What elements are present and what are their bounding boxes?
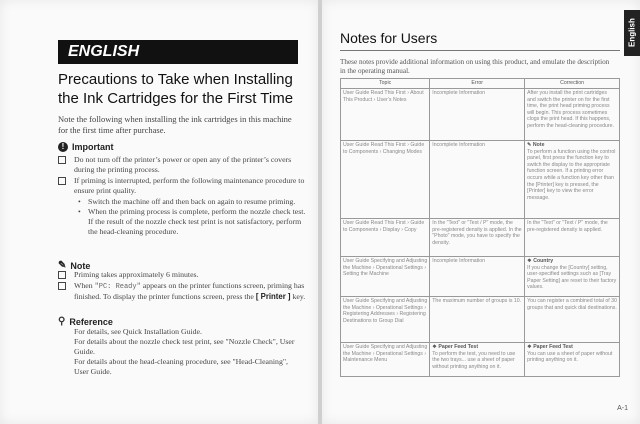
important-icon: !: [58, 142, 68, 152]
correction-cell: After you install the print cartridges and switch the printer on for the first time, the print head priming process will begin. This process sometimes clogs the print head. If this happens, perform the head-cleaning procedure.: [525, 89, 620, 141]
table-row: [341, 257, 620, 297]
list-item: [58, 270, 306, 280]
correction-cell: You can register a combined total of 30 groups that and quick dial destinations.: [525, 297, 620, 343]
reference-heading-label: Reference: [69, 316, 113, 327]
note-item-2-end: key.: [290, 292, 306, 301]
language-side-tab: English: [624, 10, 640, 56]
topic-cell: User Guide Read This First › Guide to Components › Changing Modes: [341, 141, 430, 219]
important-subitem-2: When the priming process is complete, perform the nozzle check test.: [88, 207, 306, 216]
table-row: [341, 89, 620, 141]
pencil-icon: ✎: [58, 260, 67, 271]
magnifier-icon: ⚲: [58, 316, 66, 327]
topic-cell: User Guide Specifying and Adjusting the Machine › Operational Settings › Maintenance Menu: [341, 343, 430, 377]
important-item-2: If priming is interrupted, perform the following maintenance procedure to ensure print quality.: [74, 176, 305, 195]
bullet-icon: •: [78, 207, 81, 216]
error-cell: [430, 343, 525, 377]
notes-title: Notes for Users: [340, 30, 438, 46]
left-page: [0, 0, 318, 424]
table-row: [341, 141, 620, 219]
page-title: Precautions to Take when Installing the Ink Cartridges for the First Time: [58, 71, 294, 107]
topic-cell: User Guide Specifying and Adjusting the Machine › Operational Settings › Setting the Machine: [341, 257, 430, 297]
error-note-text: Paper Feed Test: [438, 344, 479, 350]
important-heading-label: Important: [72, 142, 114, 152]
reference-heading: [58, 316, 113, 327]
column-header-correction: Correction: [525, 79, 620, 89]
list-item: [58, 207, 306, 217]
note-item-2-before: When: [74, 281, 95, 290]
important-heading: [58, 142, 114, 152]
page-number: A-1: [617, 405, 628, 412]
topic-cell: User Guide Read This First › Guide to Components › Display › Copy: [341, 219, 430, 257]
note-item-1: Priming takes approximately 6 minutes.: [74, 270, 199, 279]
list-item: [58, 155, 306, 175]
list-item: [58, 281, 306, 302]
correction-cell: [525, 141, 620, 219]
correction-cell: [525, 257, 620, 297]
note-heading-label: Note: [70, 260, 91, 271]
right-page: [322, 0, 640, 424]
table-row: [341, 343, 620, 377]
column-header-topic: Topic: [341, 79, 430, 89]
notes-description: These notes provide additional information on using this product, and emulate the description in the operating manual.: [340, 58, 610, 75]
note-list: [58, 270, 306, 303]
reference-line-1: For details, see Quick Installation Guide.: [74, 327, 202, 336]
intro-text: Note the following when installing the ink cartridges in this machine for the first time after purchase.: [58, 114, 292, 135]
error-cell: In the "Text" or "Text / P" mode, the pre-registered density is applied. In the "Photo" mode, you have to specify the density.: [430, 219, 525, 257]
correction-text: To perform a function using the control panel, first press the function key to switch the display to the appropriate function screen. If a printing error occurs while a function key other than the [Printer] key is pressed, the [Printer] key to view the error message.: [527, 148, 616, 201]
printer-key-label: [ Printer ]: [255, 292, 291, 301]
checkbox-bullet-icon: [58, 156, 66, 164]
language-banner: ENGLISH: [58, 40, 298, 64]
bullet-icon: •: [78, 197, 81, 206]
column-header-error: Error: [430, 79, 525, 89]
checkbox-bullet-icon: [58, 271, 66, 279]
correction-note-text: Paper Feed Test: [533, 344, 573, 350]
error-text: To perform the test, you need to use the two trays... use a sheet of paper without printing anything on it.: [432, 350, 516, 370]
correction-cell: In the "Text" or "Text / P" mode, the pre-registered density is applied.: [525, 219, 620, 257]
topic-cell: User Guide Specifying and Adjusting the Machine › Operational Settings › Registering Addresses › Registering Destinations to Group Dial: [341, 297, 430, 343]
topic-cell: User Guide Read This First › About This Product › User’s Notes: [341, 89, 430, 141]
important-list: [58, 155, 306, 237]
correction-text: If you change the [Country] setting, user-specified settings such as [Tray Paper Setting] are reset to their factory values.: [527, 264, 617, 291]
reference-line-2: For details about the nozzle check test print, see "Nozzle Check", User Guide.: [74, 337, 295, 356]
correction-note-label: ❖ Country: [527, 258, 554, 264]
error-cell: Incomplete Information: [430, 141, 525, 219]
reference-line-3: For details about the head-cleaning procedure, see "Head-Cleaning", User Guide.: [74, 357, 288, 376]
table-row: [341, 297, 620, 343]
checkbox-bullet-icon: [58, 177, 66, 185]
correction-cell: [525, 343, 620, 377]
correction-text: You can use a sheet of paper without printing anything on it.: [527, 350, 613, 364]
reference-list: [74, 327, 304, 377]
important-item-1: Do not turn off the printer’s power or open any of the printer’s covers during the printing process.: [74, 155, 292, 174]
important-followup: If the result of the nozzle check test print is not satisfactory, perform the head-cleaning procedure.: [88, 217, 302, 236]
error-note-label: ❖ Paper Feed Test: [432, 344, 479, 350]
error-cell: The maximum number of groups is 10.: [430, 297, 525, 343]
list-item: [58, 197, 306, 207]
notes-table: [340, 78, 620, 377]
title-divider: [340, 50, 620, 51]
table-row: [341, 219, 620, 257]
correction-note-text: Country: [533, 258, 554, 264]
note-item-2-after: appears on the printer functions screen, priming has finished. To display the printer functions screen, press the: [74, 281, 305, 301]
list-item: [58, 176, 306, 196]
table-header-row: [341, 79, 620, 89]
correction-note-label: ✎ Note: [527, 142, 545, 148]
correction-note-label: ❖ Paper Feed Test: [527, 344, 573, 350]
important-subitem-1: Switch the machine off and then back on again to resume priming.: [88, 197, 296, 206]
correction-note-text: Note: [532, 142, 545, 148]
status-code: "PC: Ready": [94, 283, 141, 291]
error-cell: Incomplete Information: [430, 257, 525, 297]
error-cell: Incomplete Information: [430, 89, 525, 141]
checkbox-bullet-icon: [58, 282, 66, 290]
